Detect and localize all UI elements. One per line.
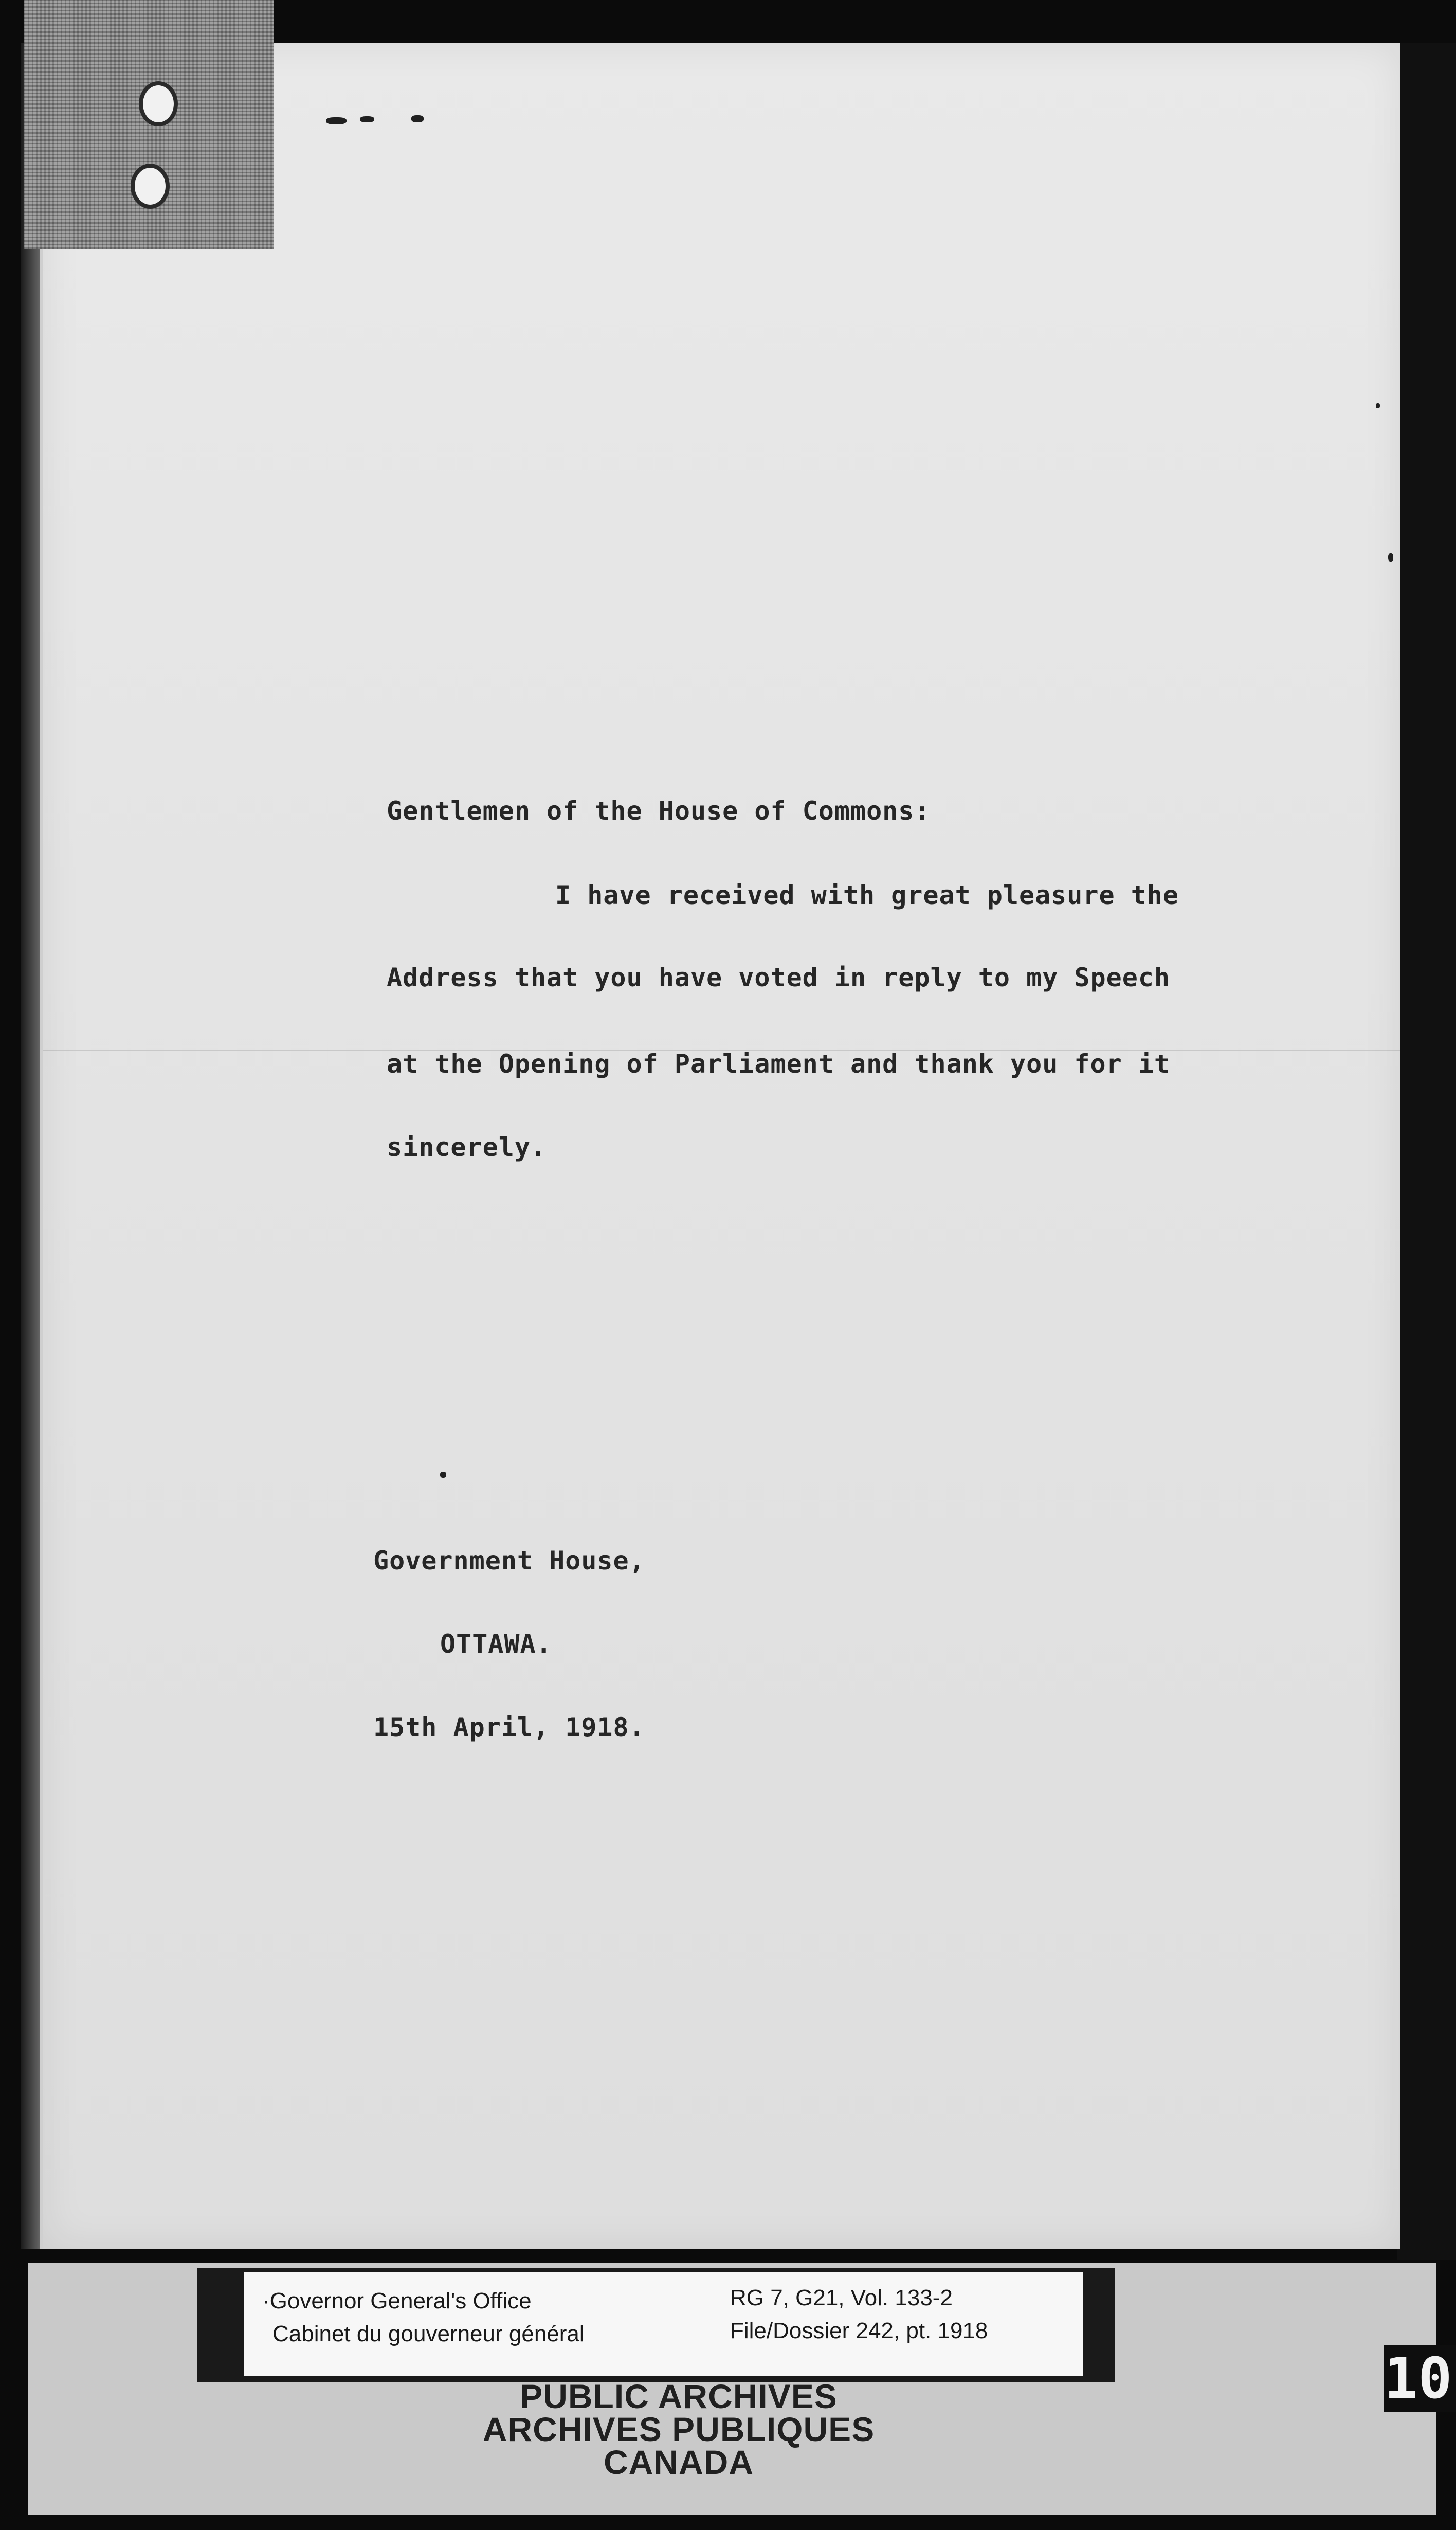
letter-salutation: Gentlemen of the House of Commons:: [387, 796, 931, 826]
ink-speck: [440, 1472, 446, 1478]
city-line: OTTAWA.: [440, 1629, 552, 1659]
ink-speck: [326, 117, 347, 124]
ink-speck: [411, 115, 424, 122]
letter-body-line: Address that you have voted in reply to my Speech: [387, 963, 1171, 992]
frame-number: 10: [1384, 2345, 1456, 2412]
fabric-binding-tab: [24, 0, 274, 249]
letter-body-line: at the Opening of Parliament and thank you for it: [387, 1049, 1171, 1079]
document-sheet: [40, 43, 1400, 2249]
letter-date: 15th April, 1918.: [373, 1712, 645, 1742]
sheet-left-edge: [21, 43, 41, 2249]
ink-speck: [360, 116, 374, 122]
film-edge-right: [1397, 43, 1456, 2260]
stamp-line-canada: CANADA: [604, 2443, 754, 2481]
file-reference: File/Dossier 242, pt. 1918: [730, 2318, 988, 2343]
letter-body-line: I have received with great pleasure the: [555, 880, 1179, 910]
office-english: ·Governor General's Office: [262, 2288, 532, 2314]
letter-body-line: sincerely.: [387, 1132, 547, 1162]
place-line: Government House,: [373, 1546, 645, 1576]
stamp-line-archives-publiques: ARCHIVES PUBLIQUES: [482, 2410, 875, 2448]
ink-speck: [1388, 553, 1393, 562]
stamp-line-public-archives: PUBLIC ARCHIVES: [520, 2377, 838, 2415]
office-french: Cabinet du gouverneur général: [272, 2321, 585, 2346]
record-group-reference: RG 7, G21, Vol. 133-2: [730, 2285, 953, 2310]
punch-hole: [131, 164, 170, 209]
punch-hole: [139, 81, 178, 127]
ink-speck: [1376, 403, 1380, 408]
